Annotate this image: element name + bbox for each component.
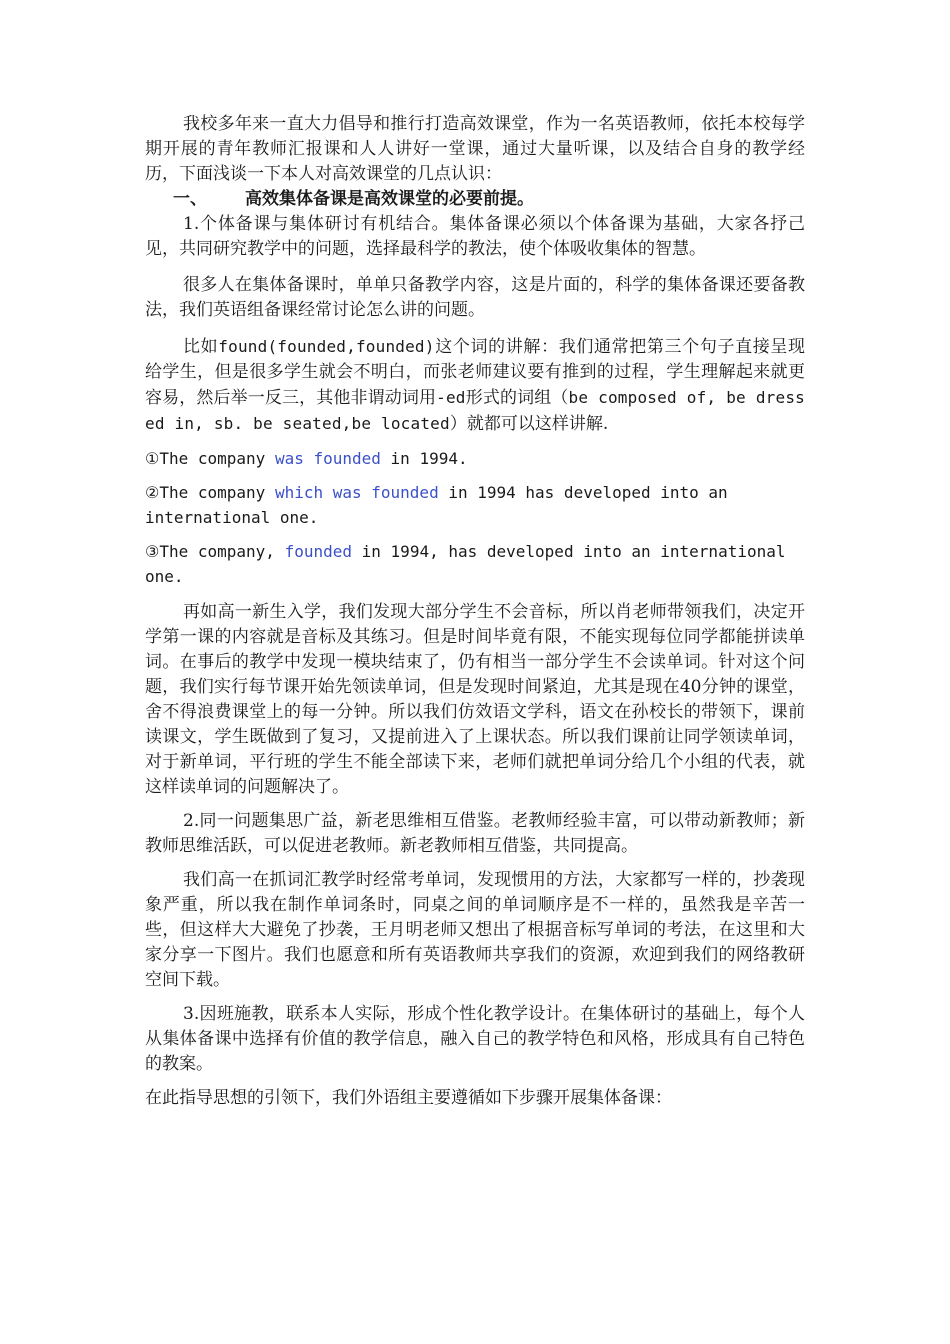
example-highlight: founded <box>284 542 353 561</box>
code-segment: be composed of, be dressed in, sb. be seated,be located <box>145 388 805 433</box>
example-text: in 1994 has developed into an international one. <box>145 483 728 527</box>
example-highlight: was founded <box>274 449 381 468</box>
example-text: in 1994. <box>380 449 468 468</box>
paragraph-new-old-teachers: 2.同一问题集思广益，新老思维相互借鉴。老教师经验丰富，可以带动新教师；新教师思维活跃，可以促进老教师。新老教师相互借鉴，共同提高。 <box>145 811 805 856</box>
paragraph-vocabulary-tests: 我们高一在抓词汇教学时经常考单词，发现惯用的方法，大家都写一样的，抄袭现象严重，所以我在制作单词条时，同桌之间的单词顺序是不一样的，虽然我是辛苦一些，但这样大大避免了抄袭，王月明老师又想出了根据音标写单词的考法，在这里和大家分享一下图片。我们也愿意和所有英语教师共享我们的资源，欢迎到我们的网络教研空间下载。 <box>145 870 805 990</box>
text-segment: ）就都可以这样讲解. <box>449 414 609 434</box>
example-highlight: which was founded <box>274 483 439 502</box>
example-sentence-2 <box>145 480 805 530</box>
document-page <box>145 112 805 1111</box>
code-segment: found(founded,founded) <box>218 337 435 356</box>
text-segment: 比如 <box>183 337 219 357</box>
paragraph-phonetics: 再如高一新生入学，我们发现大部分学生不会音标，所以肖老师带领我们，决定开学第一课的内容就是音标及其练习。但是时间毕竟有限，不能实现每位同学都能拼读单词。在事后的教学中发现一模块结束了，仍有相当一部分学生不会读单词。针对这个问题，我们实行每节课开始先领读单词，但是发现时间紧迫，尤其是现在40分钟的课堂，舍不得浪费课堂上的每一分钟。所以我们仿效语文学科，语文在孙校长的带领下，课前读课文，学生既做到了复习，又提前进入了上课状态。所以我们课前让同学领读单词，对于新单词，平行班的学生不能全部读下来，老师们就把单词分给几个小组的代表，就这样读单词的问题解决了。 <box>145 602 805 797</box>
example-sentence-3 <box>145 539 805 589</box>
text-segment: 形式的词组（ <box>465 388 569 408</box>
section-number: 一、 <box>173 189 207 209</box>
paragraph-personalized-design: 3.因班施教，联系本人实际，形成个性化教学设计。在集体研讨的基础上，每个人从集体备课中选择有价值的教学信息，融入自己的教学特色和风格，形成具有自己特色的教案。 <box>145 1004 805 1074</box>
example-text: ②The company <box>145 483 275 502</box>
section-title: 高效集体备课是高效课堂的必要前提。 <box>245 189 534 209</box>
paragraph-teaching-method: 很多人在集体备课时，单单只备教学内容，这是片面的，科学的集体备课还要备教法，我们英语组备课经常讨论怎么讲的问题。 <box>145 275 805 320</box>
intro-paragraph: 我校多年来一直大力倡导和推行打造高效课堂，作为一名英语教师，依托本校每学期开展的青年教师汇报课和人人讲好一堂课，通过大量听课，以及结合自身的教学经历，下面浅谈一下本人对高效课堂的几点认识： <box>145 114 805 184</box>
example-sentence-1 <box>145 446 805 471</box>
paragraph-steps-intro: 在此指导思想的引领下，我们外语组主要遵循如下步骤开展集体备课： <box>145 1088 672 1108</box>
example-text: in 1994, has developed into an international one. <box>145 542 786 586</box>
code-segment: -ed <box>436 388 466 407</box>
section-heading-1 <box>145 187 805 212</box>
example-text: ①The company <box>145 449 275 468</box>
paragraph-found-example <box>145 334 805 437</box>
example-text: ③The company, <box>145 542 285 561</box>
paragraph-collective-prep: 1.个体备课与集体研讨有机结合。集体备课必须以个体备课为基础，大家各抒己见，共同研究教学中的问题，选择最科学的教法，使个体吸收集体的智慧。 <box>145 214 805 259</box>
text-segment: 这个词的讲解：我们通常把第三个句子直接呈现给学生，但是很多学生就会不明白，而张老师建议要有推到的过程，学生理解起来就更容易，然后举一反三，其他非谓动词用 <box>145 337 806 408</box>
